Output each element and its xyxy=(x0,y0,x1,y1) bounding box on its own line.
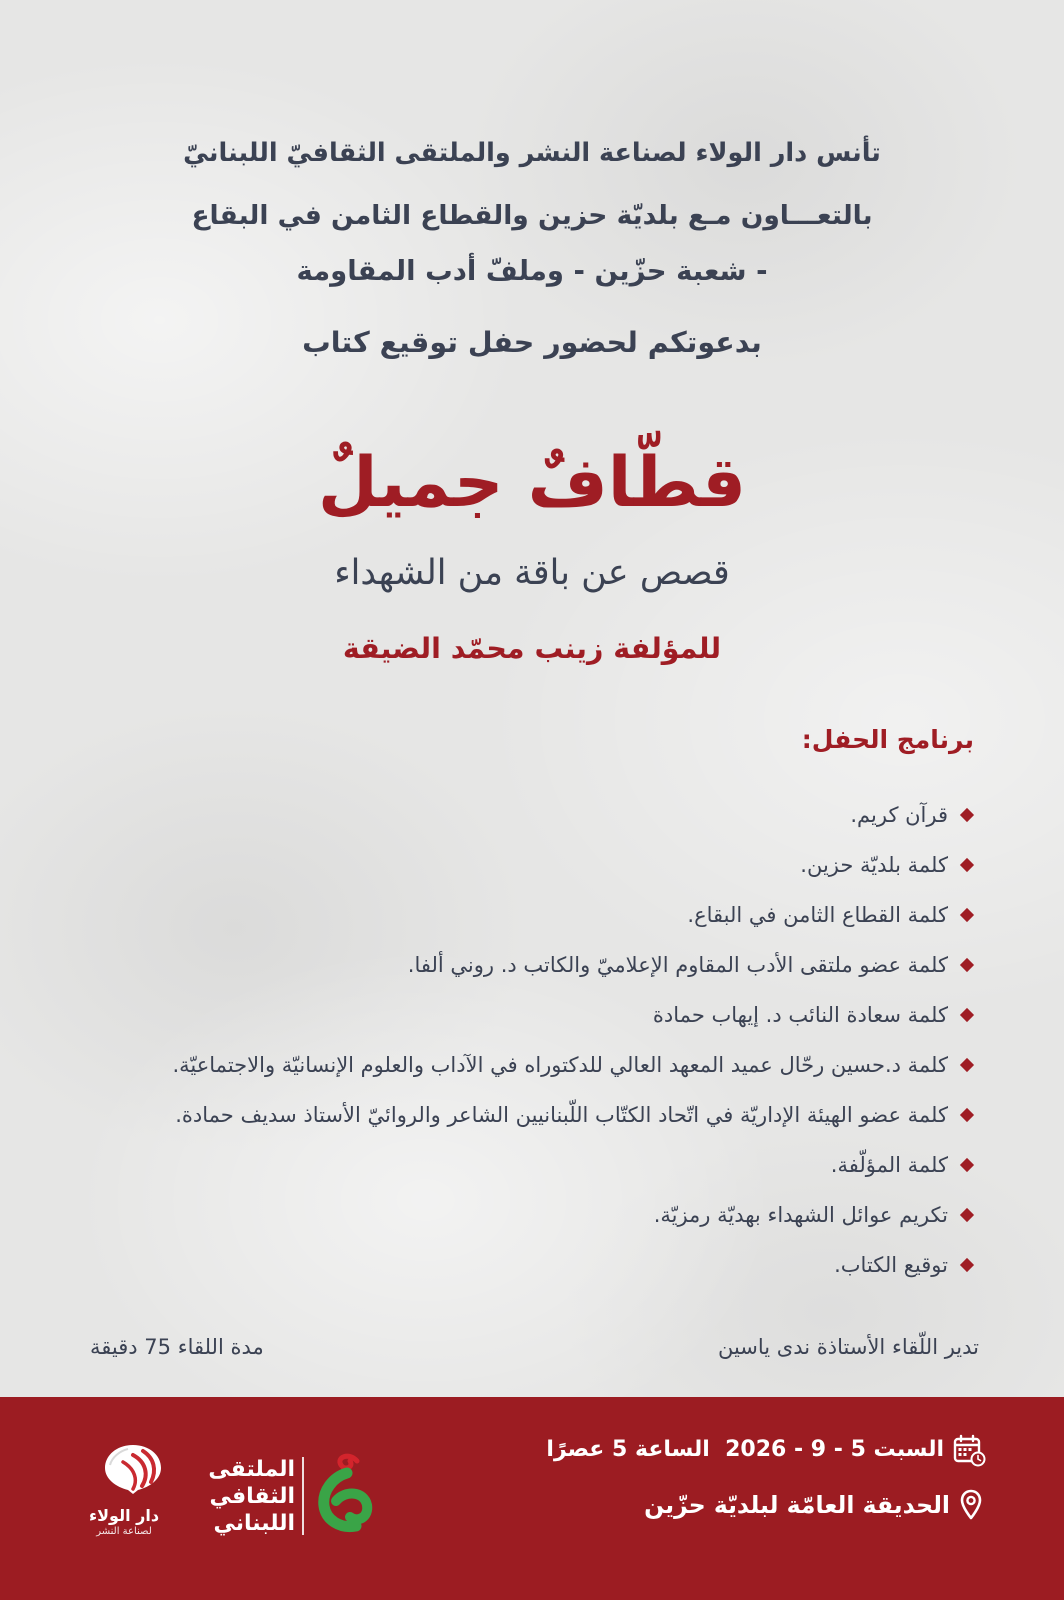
intro-line-text: بدعوتكم لحضور حفل توقيع كتاب xyxy=(302,326,762,359)
program-item-text: كلمة المؤلّفة. xyxy=(830,1153,948,1177)
dar-alwalaa-balloon-icon xyxy=(102,1443,164,1495)
diamond-bullet-icon xyxy=(960,1008,974,1022)
diamond-bullet-icon xyxy=(960,958,974,972)
program-list xyxy=(84,790,974,1290)
program-item xyxy=(84,990,974,1040)
program-item xyxy=(84,840,974,890)
diamond-bullet-icon xyxy=(960,1208,974,1222)
dar-alwalaa-name-text: دار الولاء xyxy=(88,1506,160,1525)
program-item xyxy=(84,940,974,990)
program-item xyxy=(84,1090,974,1140)
dar-alwalaa-tagline: لصناعة النشر xyxy=(96,1526,152,1537)
moderator-note: تدير اللّقاء الأستاذة ندى ياسين xyxy=(717,1335,979,1359)
program-heading: برنامج الحفل: xyxy=(801,725,974,754)
footer-band xyxy=(0,1397,1064,1600)
logo-divider xyxy=(302,1457,304,1535)
diamond-bullet-icon xyxy=(960,1158,974,1172)
intro-line-text: - شعبة حزّين - وملفّ أدب المقاومة xyxy=(296,255,768,287)
diamond-bullet-icon xyxy=(960,858,974,872)
program-item xyxy=(84,790,974,840)
program-item-text: قرآن كريم. xyxy=(850,803,948,827)
multaqa-logo-text xyxy=(207,1456,295,1537)
intro-line xyxy=(0,189,1064,239)
program-item-text: كلمة بلديّة حزين. xyxy=(800,853,948,877)
program-item-text: كلمة سعادة النائب د. إيهاب حمادة xyxy=(652,1003,948,1027)
event-location: الحديقة العامّة لبلديّة حزّين xyxy=(644,1491,950,1519)
multaqa-logo-word: الملتقى xyxy=(208,1457,295,1482)
location-pin-icon xyxy=(959,1489,983,1521)
program-item-text: كلمة د.حسين رحّال عميد المعهد العالي للدكتوراه في الآداب والعلوم الإنسانيّة والاجتماعيّة. xyxy=(172,1053,948,1077)
book-subtitle xyxy=(0,541,1064,601)
diamond-bullet-icon xyxy=(960,808,974,822)
multaqa-logo-word: الثقافي xyxy=(209,1484,295,1509)
program-item-text: توقيع الكتاب. xyxy=(834,1253,948,1277)
multaqa-logo-word: اللبناني xyxy=(213,1511,295,1536)
book-author-text: للمؤلفة زينب محمّد الضيقة xyxy=(342,632,722,665)
book-author xyxy=(0,623,1064,673)
event-date: السبت 5 - 9 - 2026 الساعة 5 عصرًا xyxy=(546,1437,944,1462)
diamond-bullet-icon xyxy=(960,908,974,922)
program-item-text: تكريم عوائل الشهداء بهديّة رمزيّة. xyxy=(653,1203,948,1227)
program-item xyxy=(84,1140,974,1190)
program-item xyxy=(84,1190,974,1240)
intro-line xyxy=(0,317,1064,367)
intro-line xyxy=(0,126,1064,176)
program-item xyxy=(84,890,974,940)
program-item-text: كلمة عضو الهيئة الإداريّة في اتّحاد الكتّاب اللّبنانيين الشاعر والروائيّ الأستاذ سديف حمادة. xyxy=(175,1103,948,1127)
duration-note: مدة اللقاء 75 دقيقة xyxy=(90,1335,264,1359)
book-title xyxy=(0,395,1064,545)
intro-line-text: تأنس دار الولاء لصناعة النشر والملتقى الثقافيّ اللبنانيّ xyxy=(183,138,881,168)
book-title-text: قطّافٌ جميلٌ xyxy=(317,443,747,523)
multaqa-logo-line xyxy=(207,1510,295,1537)
calendar-clock-icon xyxy=(952,1433,986,1467)
program-item xyxy=(84,1240,974,1290)
intro-line xyxy=(0,245,1064,295)
program-item-text: كلمة عضو ملتقى الأدب المقاوم الإعلاميّ والكاتب د. روني ألفا. xyxy=(407,953,948,977)
diamond-bullet-icon xyxy=(960,1058,974,1072)
multaqa-logo-line xyxy=(207,1456,295,1483)
program-item xyxy=(84,1040,974,1090)
multaqa-emblem-icon xyxy=(311,1449,375,1535)
diamond-bullet-icon xyxy=(960,1108,974,1122)
program-item-text: كلمة القطاع الثامن في البقاع. xyxy=(687,903,948,927)
diamond-bullet-icon xyxy=(960,1258,974,1272)
intro-line-text: بالتعـــاون مـع بلديّة حزين والقطاع الثامن في البقاع xyxy=(191,200,873,231)
book-subtitle-text: قصص عن باقة من الشهداء xyxy=(334,553,730,593)
multaqa-logo-line xyxy=(207,1483,295,1510)
